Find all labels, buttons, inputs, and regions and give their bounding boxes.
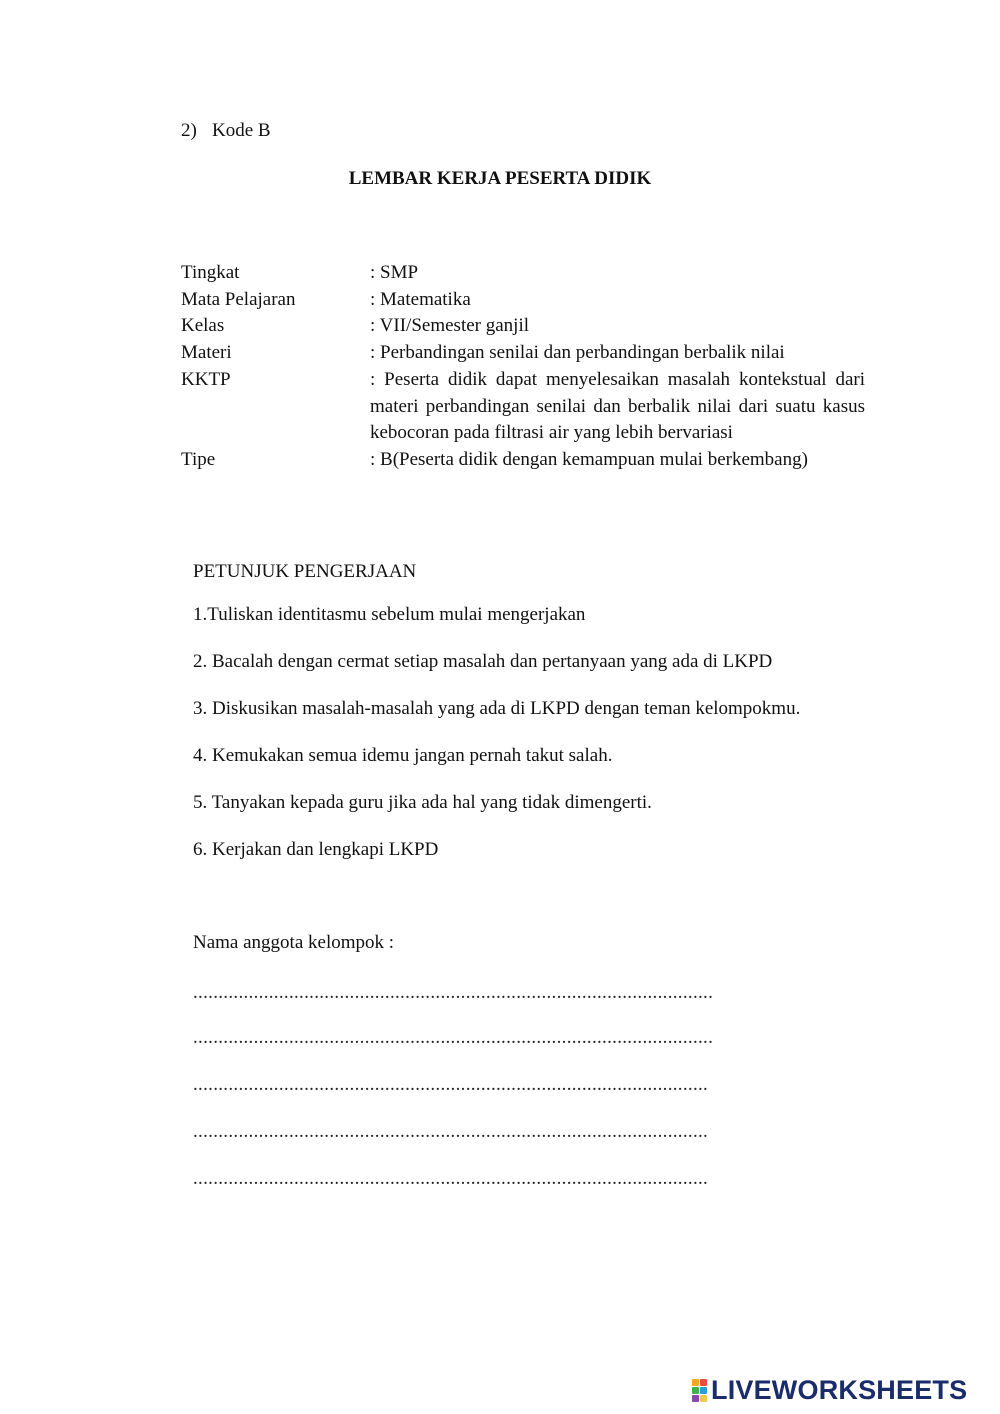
liveworksheets-logo	[692, 1374, 967, 1406]
member-name-line[interactable]: .......................................................................................................	[193, 982, 714, 1003]
instruction-item: 5. Tanyakan kepada guru jika ada hal yang tidak dimengerti.	[193, 792, 652, 813]
member-name-line[interactable]: ......................................................................................................	[193, 1074, 709, 1095]
logo-block	[692, 1387, 699, 1394]
instruction-item: 4. Kemukakan semua idemu jangan pernah takut salah.	[193, 745, 613, 766]
identity-label: Mata Pelajaran	[181, 289, 296, 310]
identity-value: : Matematika	[370, 289, 471, 310]
identity-value: : VII/Semester ganjil	[370, 315, 530, 336]
member-name-line[interactable]: .......................................................................................................	[193, 1027, 714, 1048]
group-members-label: Nama anggota kelompok :	[193, 932, 395, 953]
identity-value: : SMP	[370, 262, 419, 283]
member-name-line[interactable]: ......................................................................................................	[193, 1121, 709, 1142]
identity-label: KKTP	[181, 369, 231, 390]
instruction-item: 3. Diskusikan masalah-masalah yang ada di LKPD dengan teman kelompokmu.	[193, 698, 801, 719]
instruction-item: 6. Kerjakan dan lengkapi LKPD	[193, 839, 439, 860]
identity-value: : Perbandingan senilai dan perbandingan berbalik nilai	[370, 342, 785, 363]
instructions-heading: PETUNJUK PENGERJAAN	[193, 561, 417, 582]
identity-value: : B(Peserta didik dengan kemampuan mulai berkembang)	[370, 449, 808, 470]
logo-block	[700, 1387, 707, 1394]
logo-text: LIVEWORKSHEETS	[711, 1375, 968, 1405]
identity-label: Tipe	[181, 449, 216, 470]
logo-block	[692, 1379, 699, 1386]
section-code	[181, 120, 271, 142]
page-title: LEMBAR KERJA PESERTA DIDIK	[348, 168, 652, 189]
instruction-item: 1.Tuliskan identitasmu sebelum mulai mengerjakan	[193, 604, 586, 625]
identity-label: Materi	[181, 342, 232, 363]
logo-blocks-icon	[692, 1379, 707, 1402]
identity-label: Tingkat	[181, 262, 240, 283]
instruction-item: 2. Bacalah dengan cermat setiap masalah dan pertanyaan yang ada di LKPD	[193, 651, 773, 672]
logo-block	[700, 1379, 707, 1386]
logo-block	[700, 1395, 707, 1402]
section-code-label: Kode B	[212, 120, 271, 141]
section-number: 2)	[181, 120, 197, 141]
member-name-line[interactable]: ......................................................................................................	[193, 1168, 709, 1189]
identity-label: Kelas	[181, 315, 225, 336]
logo-block	[692, 1395, 699, 1402]
identity-value: : Peserta didik dapat menyelesaikan masalah kontekstual dari materi perbandingan senilai dan berbalik nilai dari suatu kasus kebocoran pada filtrasi air yang lebih bervariasi	[370, 369, 865, 444]
